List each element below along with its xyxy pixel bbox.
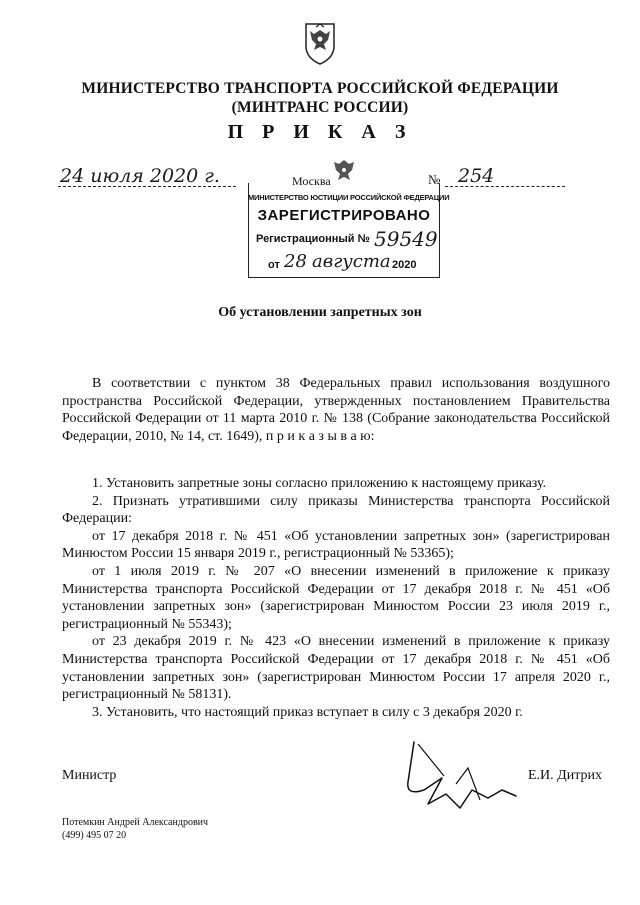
stamp-org: МИНИСТЕРСТВО ЮСТИЦИИ РОССИЙСКОЙ ФЕДЕРАЦИИ <box>248 193 450 202</box>
russian-coat-of-arms-icon <box>300 18 340 66</box>
order-number: 254 <box>458 165 495 187</box>
stamp-reg-month: августа <box>312 251 391 272</box>
stamp-reg-number: 59549 <box>374 227 438 251</box>
order-date: 24 июля 2020 г. <box>60 165 220 187</box>
item-2c: от 23 декабря 2019 г. № 423 «О внесении изменений в приложение к приказу Министерства транспорта Российской Федерации от 17 декабря 2018 г. № 451 «Об установлении запретных зон» (зарегистрирован Минюстом России 17 апреля 2020 г., регистрационный № 58131). <box>62 634 610 703</box>
item-3: 3. Установить, что настоящий приказ вступает в силу с 3 декабря 2020 г. <box>92 704 523 720</box>
item-2b: от 1 июля 2019 г. № 207 «О внесении изменений в приложение к приказу Министерства транспорта Российской Федерации от 17 декабря 2018 г. № 451 «Об установлении запретных зон» (зарегистрирован Минюстом России 23 июля 2019 г., регистрационный № 55343); <box>62 564 610 632</box>
ministry-short-name: (МИНТРАНС РОССИИ) <box>231 99 409 116</box>
registration-stamp <box>248 163 450 281</box>
executor-phone: (499) 495 07 20 <box>62 830 127 841</box>
ministry-name: МИНИСТЕРСТВО ТРАНСПОРТА РОССИЙСКОЙ ФЕДЕРАЦИИ <box>81 80 559 97</box>
item-1: 1. Установить запретные зоны согласно приложению к настоящему приказу. <box>92 476 547 491</box>
stamp-emblem-icon <box>330 157 358 185</box>
stamp-status: ЗАРЕГИСТРИРОВАНО <box>257 207 431 224</box>
item-2: 2. Признать утратившими силу приказы Министерства транспорта Российской Федерации: <box>62 493 610 527</box>
city-label: Москва <box>292 174 331 188</box>
order-title: П Р И К А З <box>227 121 413 143</box>
number-underline <box>445 186 565 187</box>
signatory-name: Е.И. Дитрих <box>528 768 602 783</box>
date-underline <box>58 186 236 187</box>
document-title: Об установлении запретных зон <box>218 305 422 320</box>
executor-name: Потемкин Андрей Александрович <box>62 817 209 828</box>
handwritten-signature <box>398 738 528 822</box>
stamp-reg-day: 28 <box>284 251 307 272</box>
item-2a: от 17 декабря 2018 г. № 451 «Об установлении запретных зон» (зарегистрирован Минюстом России 15 января 2019 г., регистрационный № 53365); <box>62 528 610 562</box>
stamp-reg-year: 2020 <box>392 259 417 271</box>
stamp-reg-label: Регистрационный № <box>256 233 370 245</box>
number-label: № <box>428 172 441 187</box>
preamble-paragraph: В соответствии с пунктом 38 Федеральных правил использования воздушного пространства Российской Федерации, утвержденных постановлением Правительства Российской Федерации от 11 марта 2010 г. № 138 (Собрание законодательства Российской Федерации, 2010, № 14, ст. 1649), п р и к а з ы в а ю: <box>62 376 610 444</box>
stamp-from-label: от <box>268 259 280 271</box>
signatory-position: Министр <box>62 768 117 783</box>
